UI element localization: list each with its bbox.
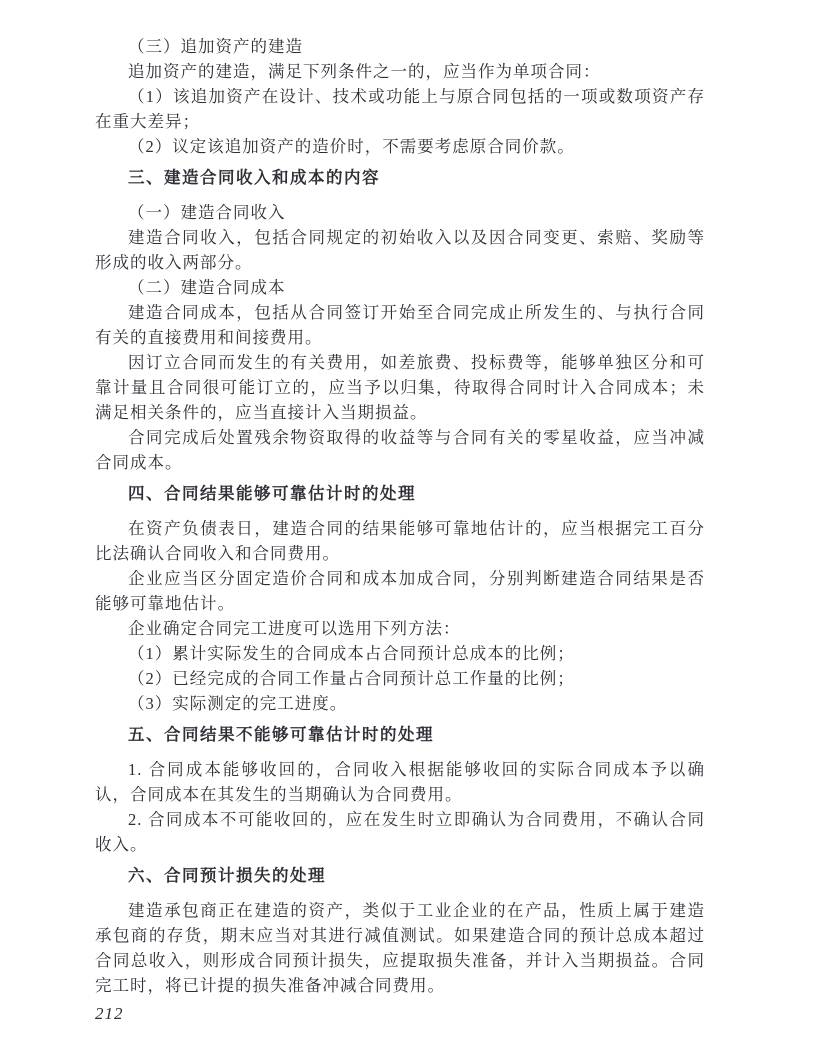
paragraph: 合同完成后处置残余物资取得的收益等与合同有关的零星收益，应当冲减合同成本。 <box>95 428 705 472</box>
page-number: 212 <box>95 1004 124 1023</box>
paragraph: 建造承包商正在建造的资产，类似于工业企业的在产品，性质上属于建造承包商的存货，期末应当对其进行减值测试。如果建造合同的预计总成本超过合同总收入，则形成合同预计损失，应提取损失准备，并计入当期损益。合同完工时，将已计提的损失准备冲减合同费用。 <box>95 901 705 995</box>
section-heading: 六、合同预计损失的处理 <box>128 867 326 885</box>
paragraph: 建造合同收入，包括合同规定的初始收入以及因合同变更、索赔、奖励等形成的收入两部分。 <box>95 228 705 272</box>
paragraph: （三）追加资产的建造 <box>128 37 303 56</box>
paragraph: 建造合同成本，包括从合同签订开始至合同完成止所发生的、与执行合同有关的直接费用和间接费用。 <box>95 303 705 347</box>
list-item: 1. 合同成本能够收回的，合同收入根据能够收回的实际合同成本予以确认，合同成本在其发生的当期确认为合同费用。 <box>95 760 705 804</box>
paragraph: 企业确定合同完工进度可以选用下列方法： <box>128 619 461 638</box>
list-item: （2）已经完成的合同工作量占合同预计总工作量的比例； <box>128 669 575 688</box>
list-item: （1）该追加资产在设计、技术或功能上与原合同包括的一项或数项资产存在重大差异； <box>95 87 705 131</box>
list-item: （3）实际测定的完工进度。 <box>128 694 348 713</box>
paragraph: （一）建造合同收入 <box>128 203 286 222</box>
section-heading: 五、合同结果不能够可靠估计时的处理 <box>128 726 434 744</box>
paragraph: （二）建造合同成本 <box>128 278 286 297</box>
section-heading: 三、建造合同收入和成本的内容 <box>128 169 380 187</box>
section-heading: 四、合同结果能够可靠估计时的处理 <box>128 485 416 503</box>
paragraph: 因订立合同而发生的有关费用，如差旅费、投标费等，能够单独区分和可靠计量且合同很可能订立的，应当予以归集，待取得合同时计入合同成本；未满足相关条件的，应当直接计入当期损益。 <box>95 353 705 422</box>
list-item: （2）议定该追加资产的造价时，不需要考虑原合同价款。 <box>128 137 575 156</box>
paragraph: 追加资产的建造，满足下列条件之一的，应当作为单项合同： <box>128 62 601 81</box>
list-item: 2. 合同成本不可能收回的，应在发生时立即确认为合同费用，不确认合同收入。 <box>95 810 705 854</box>
list-item: （1）累计实际发生的合同成本占合同预计总成本的比例； <box>128 644 575 663</box>
paragraph: 在资产负债表日，建造合同的结果能够可靠地估计的，应当根据完工百分比法确认合同收入和合同费用。 <box>95 519 705 563</box>
paragraph: 企业应当区分固定造价合同和成本加成合同，分别判断建造合同结果是否能够可靠地估计。 <box>95 569 705 613</box>
